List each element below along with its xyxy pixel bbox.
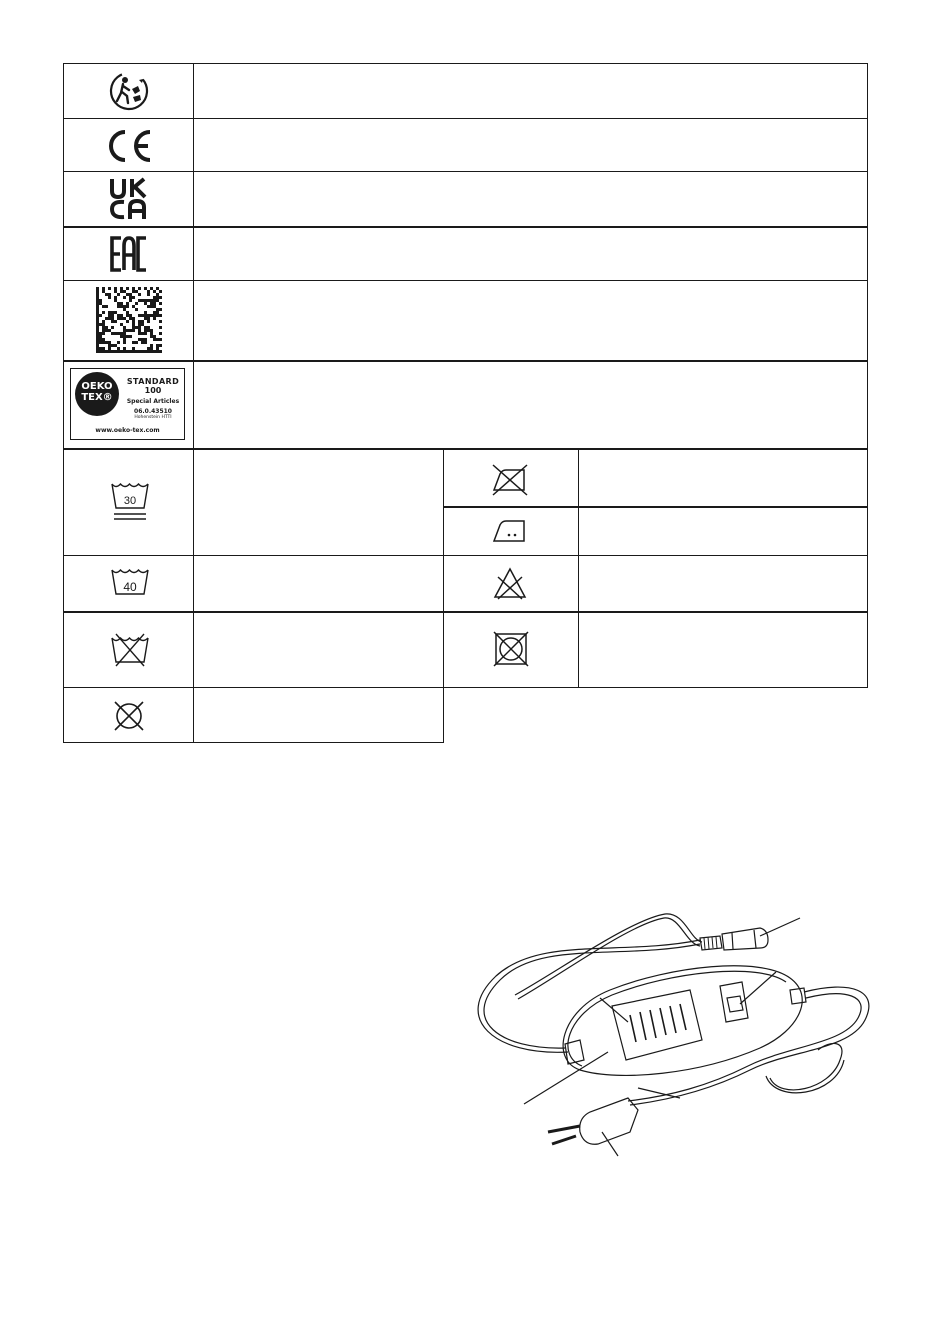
table-rule [63,687,868,688]
table-rule [578,449,579,688]
table-rule [63,742,444,743]
cord [484,944,700,1048]
wash-30-gentle-icon [110,480,150,522]
oeko-tex-number: 100 [144,386,162,395]
do-not-wash-icon [110,632,150,668]
cord [478,940,700,1052]
table-rule [867,63,868,688]
display [612,990,702,1060]
mains-plug [580,1098,638,1144]
oeko-tex-logo-line1: OEKO [81,381,113,392]
wash-40-label: 40 [123,580,137,594]
oeko-tex-logo-icon [70,368,185,440]
oeko-tex-website: www.oeko-tex.com [95,427,160,434]
cord [770,1043,842,1089]
table-rule [63,360,868,362]
wash-40-icon [110,566,150,598]
triman-icon [108,70,150,112]
oeko-tex-category: Special Articles [126,398,180,405]
oeko-tex-standard: STANDARD [126,377,180,386]
wash-30-label: 30 [123,495,137,507]
table-rule [63,171,868,172]
table-rule [63,63,868,64]
oeko-tex-certificate: 06.0.43510 [134,408,172,415]
datamatrix-icon [96,287,162,353]
table-rule [63,555,868,556]
cord [518,918,700,999]
ce-mark-icon [104,128,154,164]
iron-two-dots-icon [490,517,530,545]
do-not-iron-icon [490,462,530,498]
oeko-tex-logo-line2: TEX® [81,392,113,403]
table-rule [63,63,64,743]
do-not-dry-clean-icon [112,699,146,733]
table-rule [63,611,868,613]
connector-plug [722,928,768,950]
table-rule [63,226,868,228]
table-rule [193,63,194,743]
eac-mark-icon [110,236,148,272]
ukca-mark-icon [108,177,150,221]
table-rule [443,449,444,743]
oeko-tex-institute: Hohenstein HTTI [134,415,172,420]
cord [630,987,869,1105]
table-rule [63,448,868,450]
do-not-tumble-dry-icon [493,631,529,667]
table-rule [443,506,868,508]
table-rule [63,280,868,281]
switch [720,982,748,1022]
controller-illustration [470,900,890,1170]
table-rule [63,118,868,119]
do-not-bleach-icon [492,565,528,601]
